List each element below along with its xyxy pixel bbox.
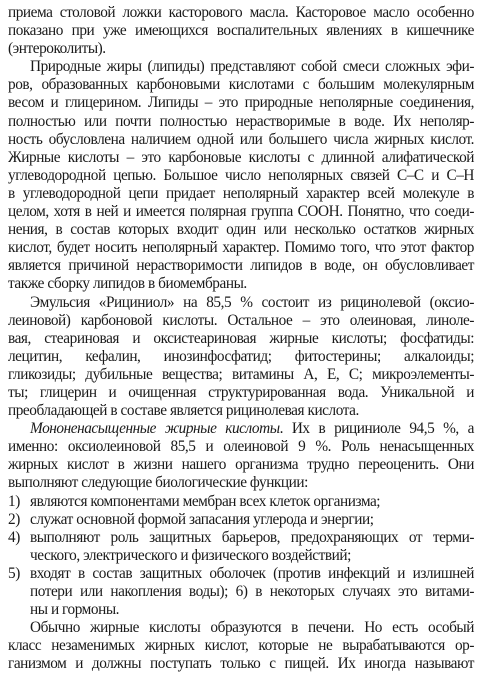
text-line [8, 167, 474, 185]
text-line [8, 619, 474, 637]
text-line [8, 40, 474, 58]
text-line [8, 583, 474, 601]
text-line [8, 565, 474, 583]
line-text: лецитин, кефалин, инозинфосфатид; фитостерины; алкалоиды; [8, 347, 474, 365]
text-line [8, 493, 474, 511]
line-text: выполняют роль защитных барьеров, предохраняющих от терми- [30, 528, 474, 546]
text-line [8, 402, 474, 420]
line-text: целом, хотя в ней и имеется полярная группа СООН. Понятно, что соеди- [8, 203, 474, 221]
line-text: ны и гормоны. [30, 601, 120, 619]
text-line [8, 294, 474, 312]
line-text: Эмульсия «Рициниол» на 85,5 % состоит из рицинолевой (оксиo- [30, 293, 474, 311]
line-text: является причиной нерастворимости липидов в воде, он обусловливает [8, 257, 474, 275]
line-text: жирных кислот в жизни нашего организма трудно переоценить. Они [8, 456, 474, 474]
text-line [8, 330, 474, 348]
line-text: именно: оксиолеиновой 85,5 и олеиновой 9 %. Роль ненасыщенных [8, 438, 474, 456]
text-line [8, 203, 474, 221]
text-line [8, 239, 474, 257]
line-text: (энтероколиты). [8, 40, 106, 58]
text-line [8, 312, 474, 330]
line-text: преобладающей в составе является рицинолевая кислота. [8, 402, 359, 420]
text-line [8, 58, 474, 76]
text-line [8, 348, 474, 366]
text-line [8, 511, 474, 529]
line-text: нения, в состав которых входит один или несколько остатков жирных [8, 221, 474, 239]
line-text: ров, образованных карбоновыми кислотами с большим молекулярным [8, 76, 474, 94]
line-text: полностью или почти полностью нерастворимые в воде. Их неполяр- [8, 112, 474, 130]
text-line [8, 456, 474, 474]
text-line [8, 420, 474, 438]
line-text: потери или накопления воды); 6) в некоторых случаях это витами- [30, 583, 474, 600]
line-text: ганизмом и должны поступать только с пищей. Их иногда называют [8, 655, 474, 673]
text-line [8, 438, 474, 456]
text-line [8, 4, 474, 22]
text-line [8, 529, 474, 547]
line-text: показано при уже имеющихся воспалительных явлениях в кишечнике [8, 22, 474, 40]
text-line [8, 601, 474, 619]
line-text: входят в состав защитных оболочек (против инфекций и излишней [30, 564, 474, 582]
text-line [8, 637, 474, 655]
line-text: леиновой) карбоновой кислоты. Остальное – это олеиновая, линоле- [8, 311, 474, 329]
line-text: весом и глицерином. Липиды – это природные неполярные соединения, [8, 94, 474, 112]
text-line [8, 185, 474, 203]
text-line [8, 257, 474, 275]
text-line [8, 76, 474, 94]
text-line [8, 366, 474, 384]
italic-term: Мононенасыщенные жирные кислоты [30, 420, 280, 438]
body-text [8, 4, 474, 673]
line-text: в углеводородной цепи придает неполярный характер всей молекуле в [8, 184, 474, 202]
text-line [8, 474, 474, 492]
text-line [8, 94, 474, 112]
line-text: углеводородной цепью. Большое число неполярных связей С–С и С–Н [8, 166, 474, 184]
text-line [8, 384, 474, 402]
text-line [8, 131, 474, 149]
text-line [8, 149, 474, 167]
line-text: выполняют следующие биологические функции: [8, 474, 308, 492]
line-text: также сборку липидов в биомембраны. [8, 275, 247, 293]
line-text: класс незаменимых жирных кислот, которые не вырабатываются ор- [8, 637, 474, 655]
line-text: . Их в рициниоле 94,5 %, а [279, 420, 474, 438]
text-line [8, 221, 474, 239]
line-text: являются компонентами мембран всех клеток организма; [30, 492, 381, 510]
line-text: приема столовой ложки касторового масла. Касторовое масло особенно [8, 4, 474, 21]
list-number: 1) [8, 492, 20, 510]
line-text: ность обусловлена наличием одной или большего числа жирных кислот. [8, 130, 474, 148]
line-text: вая, стеариновая и оксистеариновая жирные кислоты; фосфатиды: [8, 329, 474, 347]
line-text: ческого, электрического и физического воздействий; [30, 546, 351, 564]
line-text: гликозиды; дубильные вещества; витамины А, Е, С; микроэлементы- [8, 365, 474, 383]
line-text: Жирные кислоты – это карбоновые кислоты с длинной алифатической [8, 148, 474, 166]
line-text: ты; глицерин и очищенная структурированная вода. Уникальной и [8, 383, 474, 401]
line-text: кислот, будет носить неполярный характер. Помимо того, что этот фактор [8, 239, 474, 257]
text-line [8, 275, 474, 293]
text-line [8, 655, 474, 673]
text-line [8, 113, 474, 131]
list-number: 5) [8, 564, 20, 582]
text-line [8, 547, 474, 565]
line-text: Природные жиры (липиды) представляют собой смеси сложных эфи- [30, 58, 474, 76]
line-text: Обычно жирные кислоты образуются в печени. Но есть особый [30, 619, 474, 637]
list-number: 4) [8, 528, 20, 546]
text-line [8, 22, 474, 40]
list-number: 2) [8, 510, 20, 528]
line-text: служат основной формой запасания углерода и энергии; [30, 510, 374, 528]
